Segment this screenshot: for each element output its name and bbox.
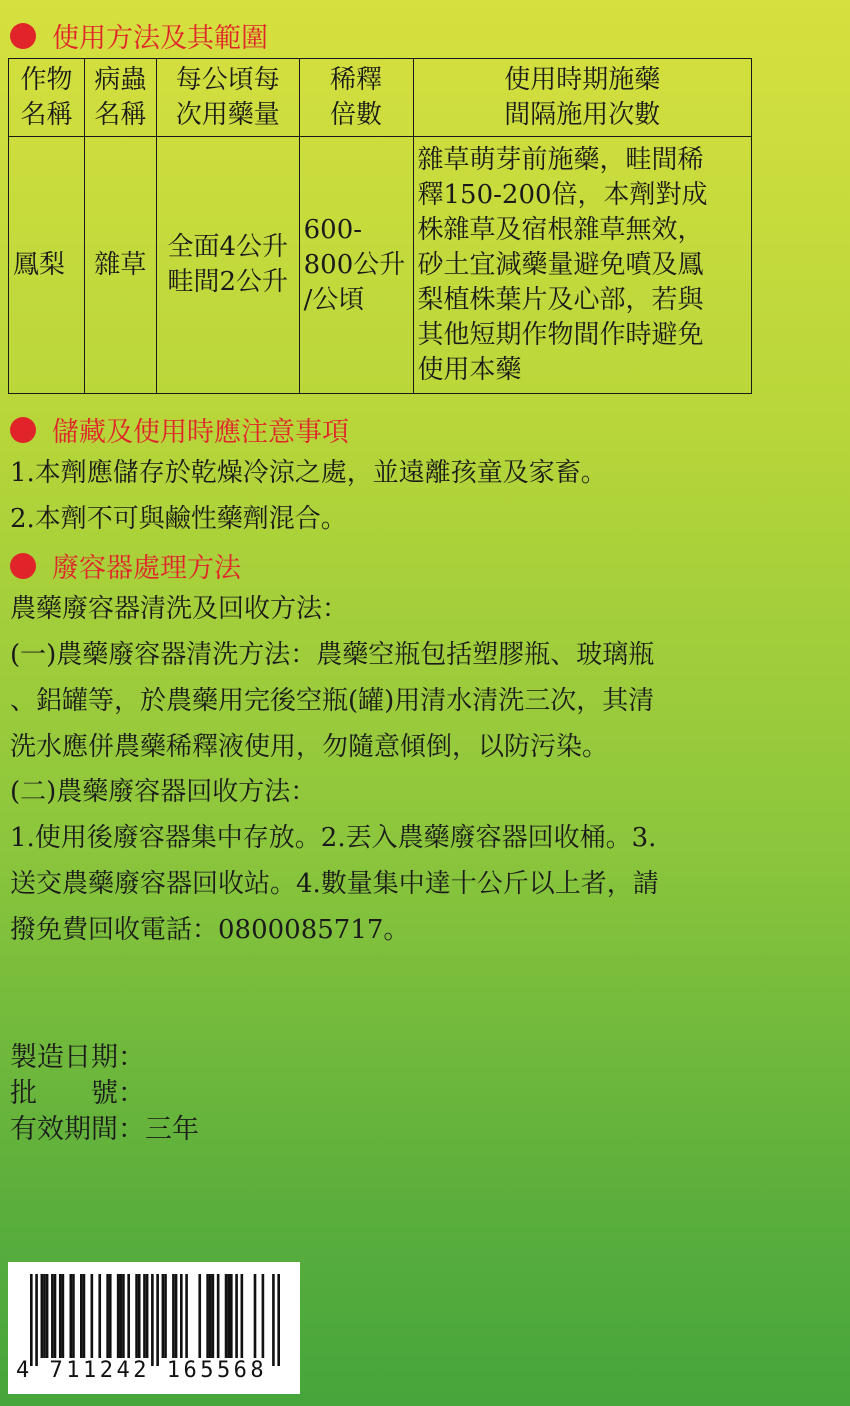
validity-period: 有效期間：三年 — [10, 1114, 199, 1145]
disposal-intro: 農藥廢容器清洗及回收方法： — [10, 594, 349, 624]
barcode-bar — [151, 1274, 154, 1366]
barcode-bar — [175, 1274, 178, 1358]
barcode-bar — [225, 1274, 228, 1358]
barcode-bars-icon — [30, 1274, 280, 1366]
barcode-bar — [59, 1274, 62, 1358]
barcode-bar — [80, 1274, 83, 1358]
wash-line: 洗水應併農藥稀釋液使用，勿隨意傾倒，以防污染。 — [10, 732, 609, 762]
barcode-bar — [227, 1274, 230, 1358]
barcode-bar — [262, 1274, 265, 1358]
barcode-bar — [91, 1274, 94, 1358]
header-dilution: 稀釋 倍數 — [299, 59, 413, 137]
barcode-bar — [109, 1274, 112, 1358]
recycle-line: 1.使用後廢容器集中存放。2.丟入農藥廢容器回收桶。3. — [10, 823, 657, 853]
barcode-bar — [122, 1274, 125, 1358]
red-dot-icon — [10, 23, 36, 49]
barcode-bar — [62, 1274, 65, 1358]
barcode-bar — [180, 1274, 183, 1358]
storage-note: 2.本劑不可與鹼性藥劑混合。 — [10, 504, 347, 534]
barcode-bar — [143, 1274, 146, 1358]
usage-section-heading — [10, 16, 268, 55]
barcode-bar — [172, 1274, 175, 1358]
barcode-bar — [119, 1274, 122, 1358]
barcode-bar — [72, 1274, 75, 1358]
barcode-bar — [117, 1274, 120, 1358]
disposal-section-title: 廢容器處理方法 — [52, 553, 241, 584]
barcode-bar — [185, 1274, 188, 1358]
barcode-bar — [106, 1274, 109, 1358]
recycle-line: 送交農藥廢容器回收站。4.數量集中達十公斤以上者，請 — [10, 869, 659, 899]
barcode-bar — [162, 1274, 165, 1358]
wash-line: (一)農藥廢容器清洗方法：農藥空瓶包括塑膠瓶、玻璃瓶 — [10, 640, 655, 670]
red-dot-icon — [10, 553, 36, 579]
recycle-title: (二)農藥廢容器回收方法： — [10, 777, 317, 807]
usage-section-title: 使用方法及其範圍 — [52, 23, 268, 54]
barcode-digits: 4 711242 165568 — [16, 1358, 268, 1383]
usage-table — [8, 58, 752, 394]
barcode-bar — [41, 1274, 44, 1358]
barcode-bar — [30, 1274, 33, 1366]
barcode-bar — [164, 1274, 167, 1358]
barcode-bar — [235, 1274, 238, 1358]
barcode-bar — [127, 1274, 130, 1358]
storage-section-title: 儲藏及使用時應注意事項 — [52, 417, 349, 448]
disposal-section-heading — [10, 546, 241, 585]
barcode-bar — [83, 1274, 86, 1358]
wash-line: 、鋁罐等，於農藥用完後空瓶(罐)用清水清洗三次，其清 — [10, 686, 655, 716]
barcode-bar — [198, 1274, 201, 1358]
cell-interval: 雜草萌芽前施藥，畦間稀 釋150-200倍，本劑對成 株雜草及宿根雜草無效， 砂土宜減藥量避免噴及鳳 梨植株葉片及心部，若與 其他短期作物間作時避免 使用本藥 — [413, 137, 751, 394]
barcode-bar — [138, 1274, 141, 1358]
storage-note: 1.本劑應儲存於乾燥冷涼之處，並遠離孩童及家畜。 — [10, 458, 607, 488]
barcode-bar — [272, 1274, 275, 1366]
barcode-bar — [146, 1274, 149, 1358]
barcode-bar — [209, 1274, 212, 1358]
storage-section-heading — [10, 410, 349, 449]
recycle-line: 撥免費回收電話：0800085717。 — [10, 915, 410, 945]
barcode-bar — [69, 1274, 72, 1358]
barcode-bar — [98, 1274, 101, 1358]
barcode-bar — [135, 1274, 138, 1358]
header-crop: 作物 名稱 — [9, 59, 85, 137]
manufacture-date: 製造日期： — [10, 1042, 145, 1073]
barcode-bar — [54, 1274, 57, 1358]
cell-crop: 鳳梨 — [9, 137, 85, 394]
barcode-bar — [46, 1274, 49, 1358]
table-header-row — [9, 59, 752, 137]
batch-number: 批 號： — [10, 1078, 145, 1109]
barcode-bar — [217, 1274, 220, 1358]
cell-dosage: 全面4公升 畦間2公升 — [156, 137, 299, 394]
barcode-bar — [277, 1274, 280, 1366]
barcode-bar — [43, 1274, 46, 1358]
barcode-bar — [156, 1274, 159, 1366]
barcode-bar — [212, 1274, 215, 1358]
barcode-bar — [35, 1274, 38, 1366]
barcode-bar — [51, 1274, 54, 1358]
header-dosage: 每公頃每 次用藥量 — [156, 59, 299, 137]
header-interval: 使用時期施藥 間隔施用次數 — [413, 59, 751, 137]
cell-pest: 雜草 — [84, 137, 156, 394]
cell-dilution: 600- 800公升 /公頃 — [299, 137, 413, 394]
barcode — [8, 1262, 300, 1394]
barcode-bar — [241, 1274, 244, 1358]
header-pest: 病蟲 名稱 — [84, 59, 156, 137]
table-row — [9, 137, 752, 394]
barcode-bar — [254, 1274, 257, 1358]
barcode-bar — [230, 1274, 233, 1358]
barcode-bar — [206, 1274, 209, 1358]
red-dot-icon — [10, 417, 36, 443]
